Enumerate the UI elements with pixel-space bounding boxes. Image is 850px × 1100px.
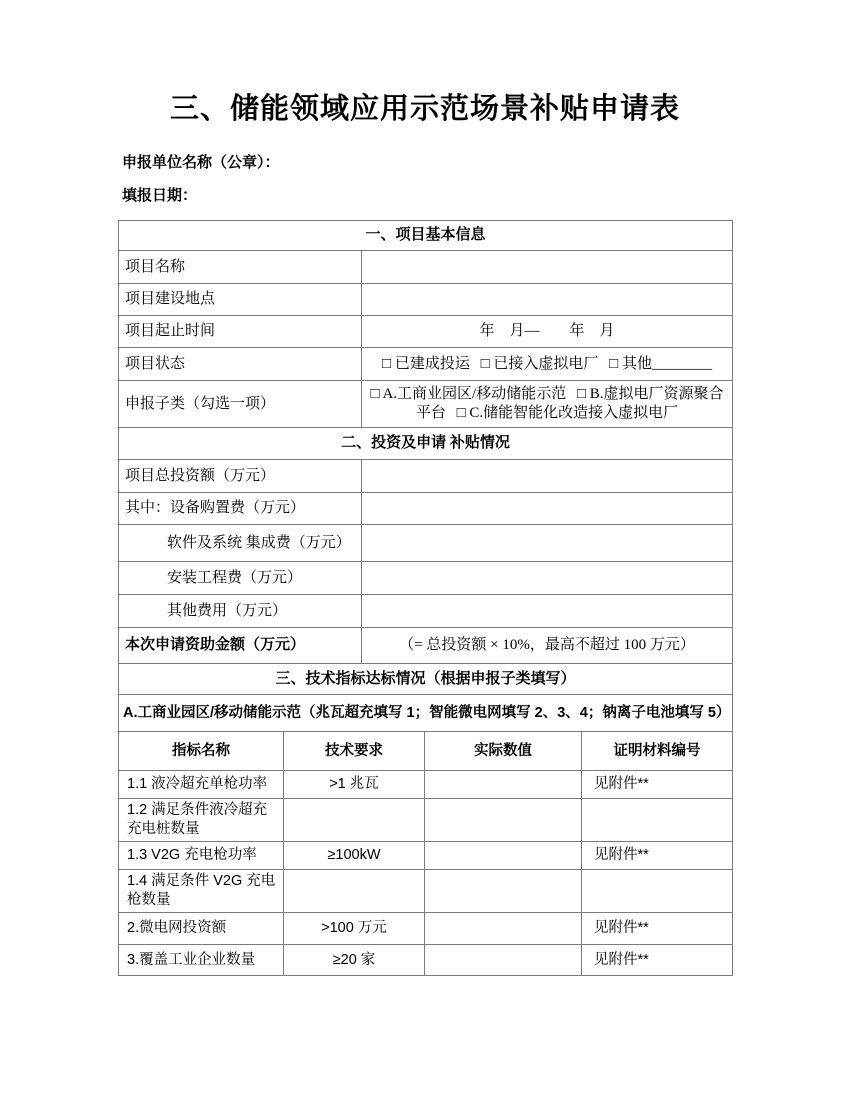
indicator-evidence: 见附件** <box>582 913 733 945</box>
indicator-name: 1.4 满足条件 V2G 充电枪数量 <box>119 870 284 913</box>
indicator-requirement <box>284 799 425 842</box>
indicator-column-header-row <box>119 732 733 771</box>
subsection-a-header: A.工商业园区/移动储能示范（兆瓦超充填写 1；智能微电网填写 2、3、4；钠离子电池填写 5） <box>119 695 733 732</box>
requested-subsidy-row <box>119 628 733 664</box>
section-basic-info-header-row <box>119 221 733 251</box>
project-name-value-cell[interactable] <box>362 251 733 284</box>
project-location-label: 项目建设地点 <box>119 284 362 316</box>
indicator-row-1-2 <box>119 799 733 842</box>
installation-cost-label: 安装工程费（万元） <box>119 562 362 595</box>
other-cost-row <box>119 595 733 628</box>
indicator-row-1-3 <box>119 842 733 870</box>
other-cost-label: 其他费用（万元） <box>119 595 362 628</box>
column-header-indicator-name: 指标名称 <box>119 732 284 771</box>
indicator-actual-cell[interactable] <box>425 771 582 799</box>
equipment-cost-row <box>119 493 733 525</box>
report-date-label: 填报日期： <box>122 188 198 204</box>
project-duration-value-cell[interactable]: 年 月— 年 月 <box>362 316 733 348</box>
status-option-other-checkbox[interactable]: □ 其他________ <box>609 355 712 372</box>
equipment-cost-value-cell[interactable] <box>362 493 733 525</box>
installation-cost-row <box>119 562 733 595</box>
indicator-name: 1.1 液冷超充单枪功率 <box>119 771 284 799</box>
indicator-name: 1.3 V2G 充电枪功率 <box>119 842 284 870</box>
project-name-label: 项目名称 <box>119 251 362 284</box>
technical-indicators-table <box>118 694 733 976</box>
project-location-row <box>119 284 733 316</box>
indicator-actual-cell[interactable] <box>425 913 582 945</box>
indicator-actual-cell[interactable] <box>425 842 582 870</box>
project-duration-row <box>119 316 733 348</box>
requested-subsidy-label: 本次申请资助金额（万元） <box>119 628 362 664</box>
indicator-evidence: 见附件** <box>582 945 733 976</box>
subtype-option-b-checkbox[interactable]: □ B.虚拟电厂资源聚合平台 <box>415 386 724 421</box>
software-cost-label: 软件及系统 集成费（万元） <box>119 525 362 562</box>
application-subtype-options-cell <box>362 381 733 428</box>
project-location-value-cell[interactable] <box>362 284 733 316</box>
column-header-actual-value: 实际数值 <box>425 732 582 771</box>
section-investment-header-row <box>119 428 733 460</box>
project-status-row <box>119 348 733 381</box>
indicator-actual-cell[interactable] <box>425 870 582 913</box>
section-technical-header: 三、技术指标达标情况（根据申报子类填写） <box>119 664 733 695</box>
column-header-evidence-number: 证明材料编号 <box>582 732 733 771</box>
software-cost-value-cell[interactable] <box>362 525 733 562</box>
total-investment-row <box>119 460 733 493</box>
application-subtype-row <box>119 381 733 428</box>
column-header-requirement: 技术要求 <box>284 732 425 771</box>
section-basic-info-header: 一、项目基本信息 <box>119 221 733 251</box>
total-investment-value-cell[interactable] <box>362 460 733 493</box>
indicator-requirement: >1 兆瓦 <box>284 771 425 799</box>
page-title: 三、储能领域应用示范场景补贴申请表 <box>169 93 680 125</box>
installation-cost-value-cell[interactable] <box>362 562 733 595</box>
total-investment-label: 项目总投资额（万元） <box>119 460 362 493</box>
indicator-requirement: ≥100kW <box>284 842 425 870</box>
status-option-vpp-connected-checkbox[interactable]: □ 已接入虚拟电厂 <box>480 355 599 372</box>
indicator-evidence <box>582 870 733 913</box>
applicant-name-label: 申报单位名称（公章）： <box>122 155 280 171</box>
status-option-built-checkbox[interactable]: □ 已建成投运 <box>382 355 470 372</box>
indicator-row-3 <box>119 945 733 976</box>
application-subtype-label: 申报子类（勾选一项） <box>119 381 362 428</box>
indicator-evidence: 见附件** <box>582 842 733 870</box>
indicator-row-2 <box>119 913 733 945</box>
indicator-name: 1.2 满足条件液冷超充充电桩数量 <box>119 799 284 842</box>
project-name-row <box>119 251 733 284</box>
subtype-option-a-checkbox[interactable]: □ A.工商业园区/移动储能示范 <box>370 386 567 402</box>
indicator-name: 3.覆盖工业企业数量 <box>119 945 284 976</box>
equipment-cost-label: 其中：设备购置费（万元） <box>119 493 362 525</box>
indicator-name: 2.微电网投资额 <box>119 913 284 945</box>
requested-subsidy-formula: （= 总投资额 × 10%，最高不超过 100 万元） <box>362 628 733 664</box>
project-status-label: 项目状态 <box>119 348 362 381</box>
indicator-evidence <box>582 799 733 842</box>
subsection-a-header-row <box>119 695 733 732</box>
application-form-table <box>118 220 733 695</box>
indicator-requirement <box>284 870 425 913</box>
indicator-requirement: ≥20 家 <box>284 945 425 976</box>
software-cost-row <box>119 525 733 562</box>
indicator-requirement: >100 万元 <box>284 913 425 945</box>
section-investment-header: 二、投资及申请 补贴情况 <box>119 428 733 460</box>
indicator-row-1-4 <box>119 870 733 913</box>
project-duration-label: 项目起止时间 <box>119 316 362 348</box>
indicator-actual-cell[interactable] <box>425 945 582 976</box>
indicator-actual-cell[interactable] <box>425 799 582 842</box>
other-cost-value-cell[interactable] <box>362 595 733 628</box>
project-status-options-cell <box>362 348 733 381</box>
indicator-row-1-1 <box>119 771 733 799</box>
subtype-option-c-checkbox[interactable]: □ C.储能智能化改造接入虚拟电厂 <box>456 405 679 421</box>
section-technical-header-row <box>119 664 733 695</box>
indicator-evidence: 见附件** <box>582 771 733 799</box>
